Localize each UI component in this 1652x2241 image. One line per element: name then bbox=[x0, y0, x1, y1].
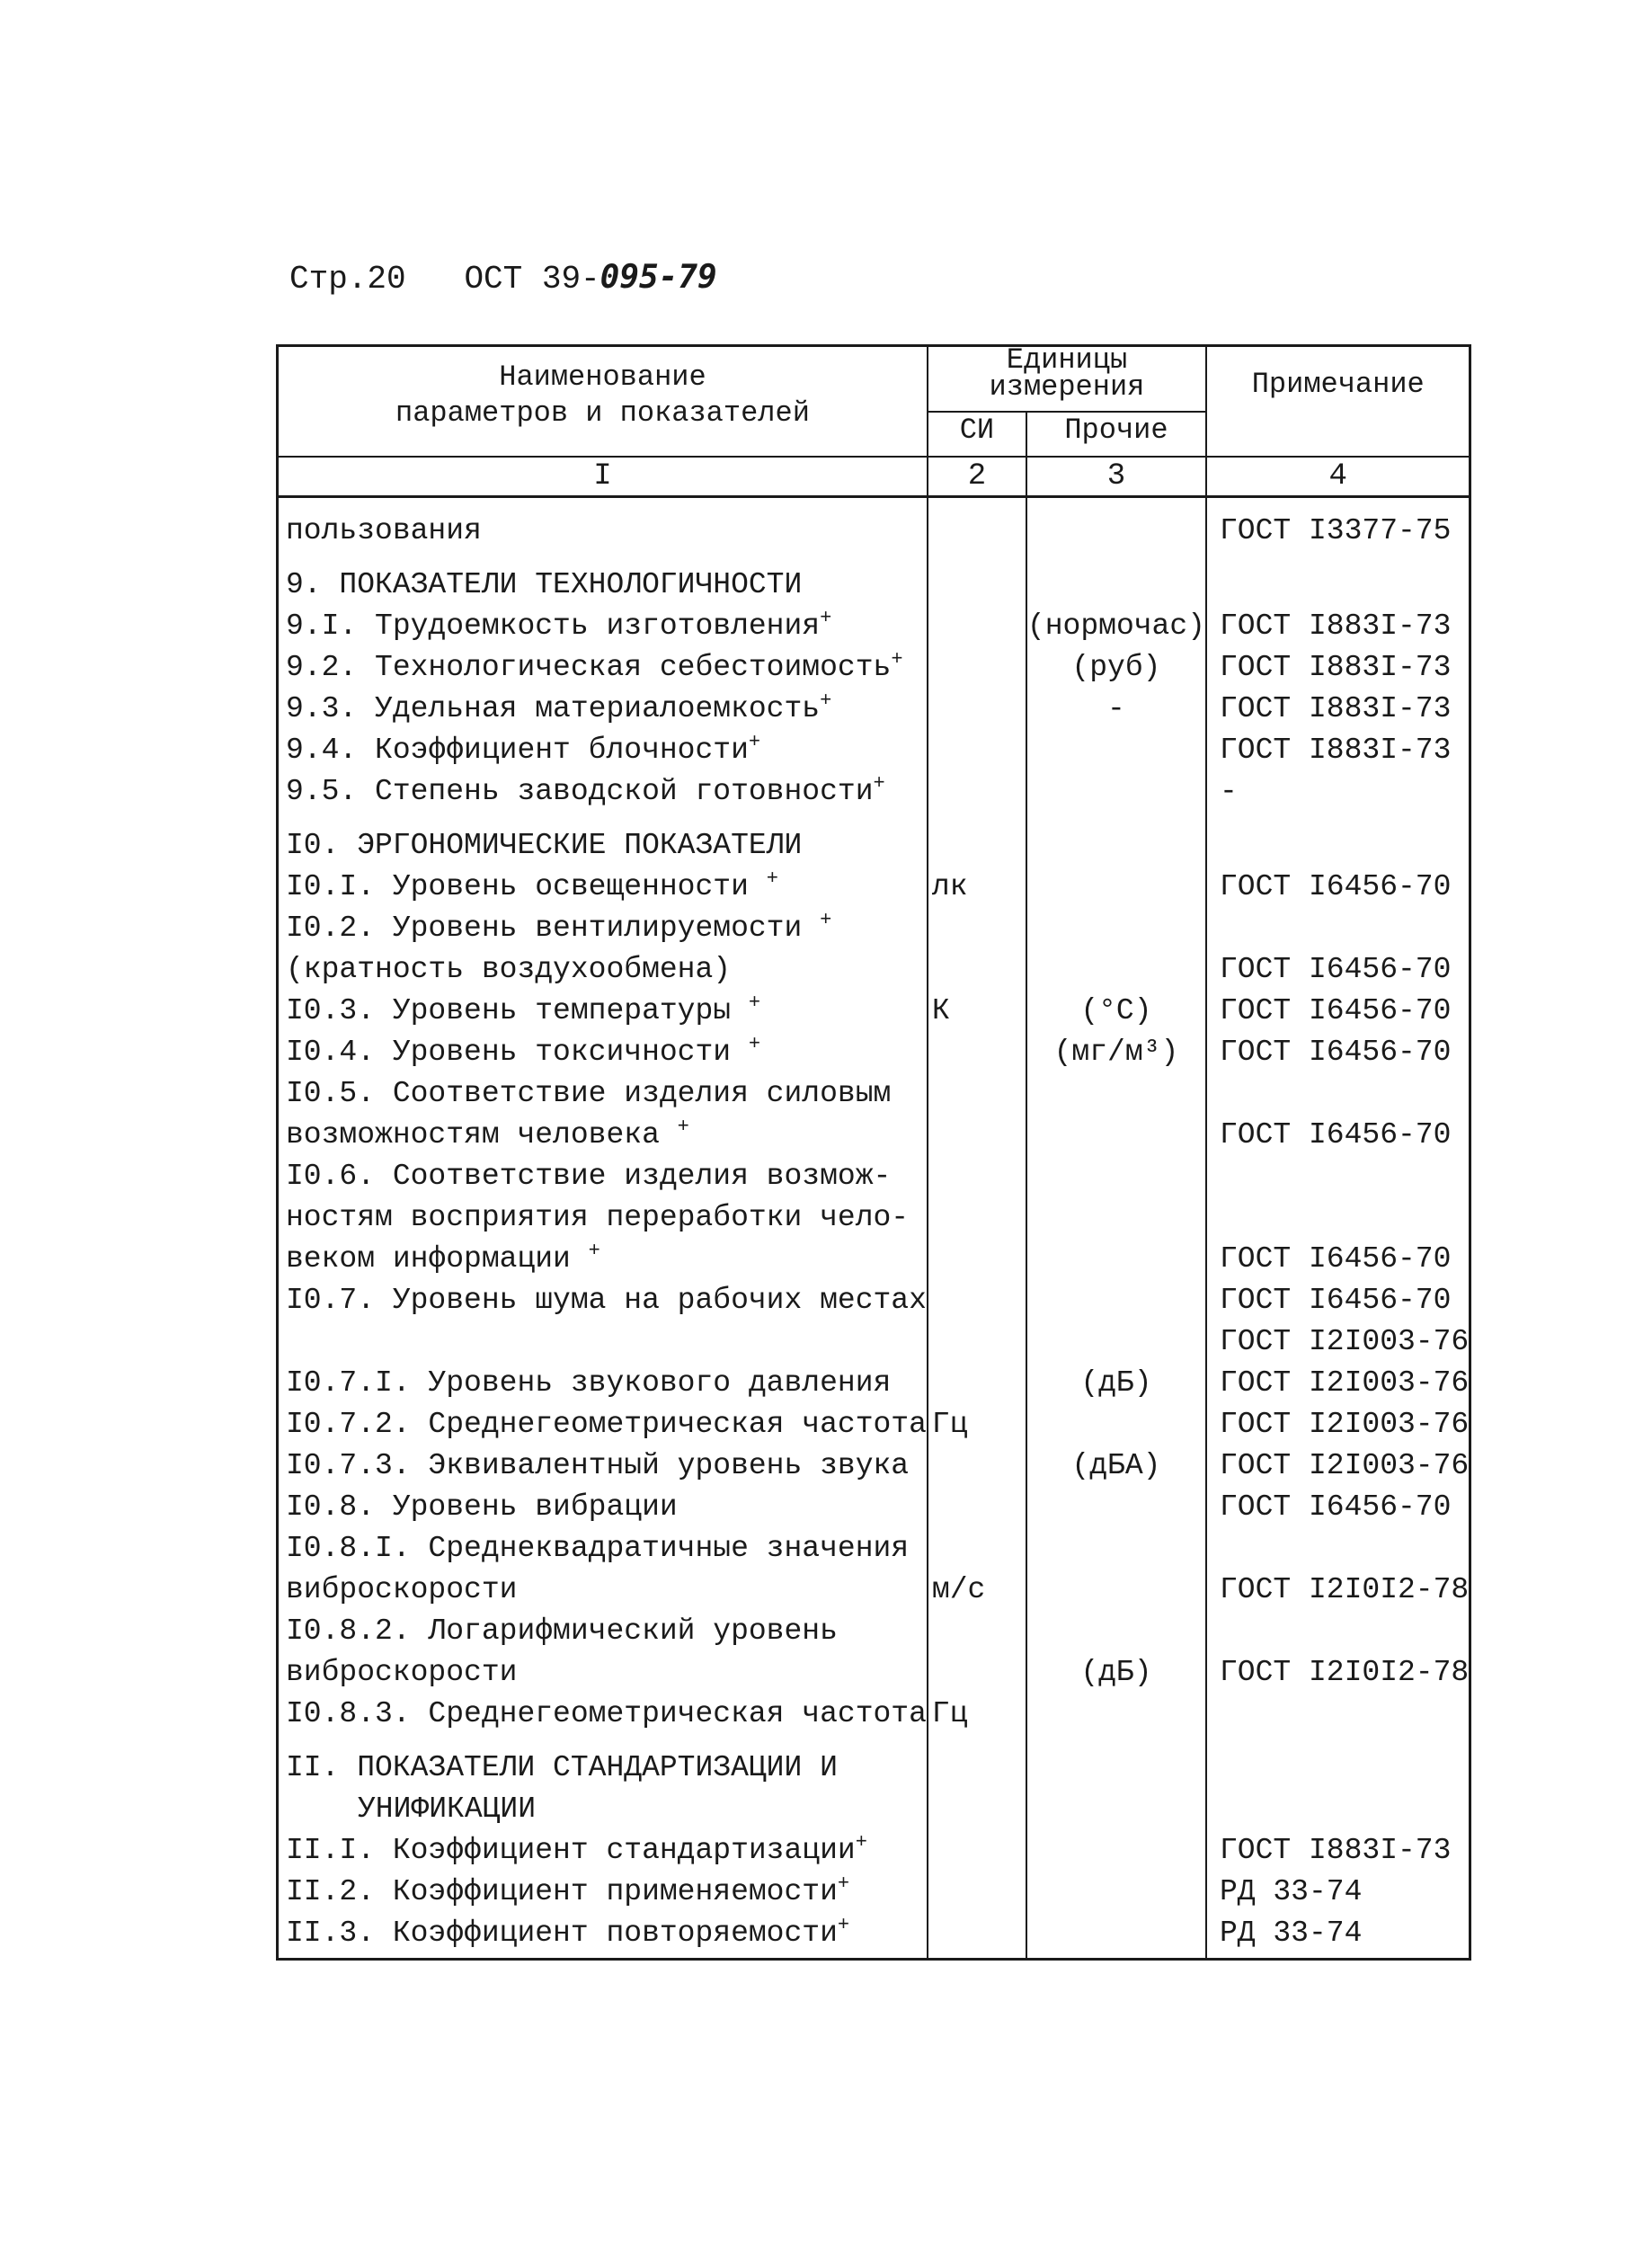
unit-si-cell bbox=[928, 908, 1026, 949]
table-row bbox=[278, 1528, 1470, 1570]
table-row bbox=[278, 1280, 1470, 1321]
unit-other-cell: (°С) bbox=[1026, 991, 1206, 1032]
spacer-cell bbox=[928, 813, 1026, 825]
table-row bbox=[278, 1611, 1470, 1652]
table-row bbox=[278, 647, 1470, 689]
parameter-name-cell bbox=[278, 565, 928, 606]
parameter-name-cell bbox=[278, 1445, 928, 1487]
parameter-name-cell bbox=[278, 1363, 928, 1404]
column-number-2: 2 bbox=[928, 457, 1026, 497]
note-cell: ГОСТ I6456-70 bbox=[1206, 949, 1470, 991]
unit-si-cell bbox=[928, 771, 1026, 813]
table-row bbox=[278, 689, 1470, 730]
parameter-name-cell bbox=[278, 825, 928, 867]
row-spacer bbox=[278, 813, 1470, 825]
parameter-name: I0.7.2. Среднегеометрическая частота bbox=[286, 1408, 927, 1441]
parameter-name-cell bbox=[278, 1694, 928, 1735]
parameter-name-cell bbox=[278, 1073, 928, 1115]
parameter-name-cell bbox=[278, 1032, 928, 1073]
unit-si-cell bbox=[928, 1747, 1026, 1789]
table-row bbox=[278, 1872, 1470, 1913]
parameter-name: ностям восприятия переработки чело- bbox=[286, 1201, 910, 1234]
unit-other-cell bbox=[1026, 771, 1206, 813]
note-cell: ГОСТ I6456-70 bbox=[1206, 867, 1470, 908]
table-row bbox=[278, 825, 1470, 867]
parameter-name-cell bbox=[278, 1239, 928, 1280]
unit-other-cell bbox=[1026, 1913, 1206, 1960]
table-row bbox=[278, 1652, 1470, 1694]
spacer-cell bbox=[278, 1735, 928, 1747]
unit-other-cell bbox=[1026, 1747, 1206, 1789]
parameter-name-cell bbox=[278, 606, 928, 647]
parameter-name-cell bbox=[278, 1528, 928, 1570]
unit-si-cell bbox=[928, 1363, 1026, 1404]
parameter-name-cell bbox=[278, 949, 928, 991]
parameter-name-cell bbox=[278, 1789, 928, 1830]
table-row bbox=[278, 1156, 1470, 1197]
unit-si-cell bbox=[928, 1652, 1026, 1694]
table-row bbox=[278, 991, 1470, 1032]
note-cell: РД 33-74 bbox=[1206, 1872, 1470, 1913]
parameter-name-cell bbox=[278, 1747, 928, 1789]
unit-si-cell bbox=[928, 1872, 1026, 1913]
unit-si-cell bbox=[928, 647, 1026, 689]
unit-other-cell bbox=[1026, 730, 1206, 771]
parameter-name-cell bbox=[278, 771, 928, 813]
unit-si-cell: Гц bbox=[928, 1694, 1026, 1735]
spacer-cell bbox=[1206, 552, 1470, 565]
parameter-name: I0.5. Соответствие изделия силовым bbox=[286, 1077, 892, 1110]
unit-si-cell bbox=[928, 1156, 1026, 1197]
unit-other-cell: (руб) bbox=[1026, 647, 1206, 689]
unit-other-cell: (дБ) bbox=[1026, 1363, 1206, 1404]
note-cell: ГОСТ I3377-75 bbox=[1206, 497, 1470, 553]
unit-other-cell bbox=[1026, 1487, 1206, 1528]
plus-mark: + bbox=[855, 1831, 867, 1854]
table-row bbox=[278, 730, 1470, 771]
standard-number: 095-79 bbox=[600, 259, 717, 296]
spacer-cell bbox=[1026, 1735, 1206, 1747]
parameter-name-cell bbox=[278, 991, 928, 1032]
unit-other-cell bbox=[1026, 1156, 1206, 1197]
note-cell bbox=[1206, 1156, 1470, 1197]
parameter-name: I0.8.2. Логарифмический уровень bbox=[286, 1614, 838, 1648]
parameter-name-cell bbox=[278, 1404, 928, 1445]
parameter-name: 9.3. Удельная материалоемкость bbox=[286, 692, 821, 725]
parameter-name: I0.8.I. Среднеквадратичные значения bbox=[286, 1532, 910, 1565]
parameter-name-cell bbox=[278, 647, 928, 689]
unit-other-cell bbox=[1026, 1789, 1206, 1830]
spacer-cell bbox=[1026, 813, 1206, 825]
note-cell: ГОСТ I883I-73 bbox=[1206, 1830, 1470, 1872]
parameter-name: I0.7.I. Уровень звукового давления bbox=[286, 1366, 892, 1400]
note-cell: ГОСТ I6456-70 bbox=[1206, 991, 1470, 1032]
table-row bbox=[278, 1913, 1470, 1960]
spacer-cell bbox=[1026, 552, 1206, 565]
unit-other-cell bbox=[1026, 949, 1206, 991]
parameter-name: возможностям человека bbox=[286, 1118, 678, 1152]
unit-other-cell bbox=[1026, 1280, 1206, 1321]
note-cell: - bbox=[1206, 771, 1470, 813]
note-cell: ГОСТ I6456-70 bbox=[1206, 1115, 1470, 1156]
unit-other-cell: (дБ) bbox=[1026, 1652, 1206, 1694]
note-cell: ГОСТ I6456-70 bbox=[1206, 1280, 1470, 1321]
unit-other-cell bbox=[1026, 1830, 1206, 1872]
spacer-cell bbox=[1206, 813, 1470, 825]
unit-si-cell bbox=[928, 1280, 1026, 1321]
note-cell bbox=[1206, 825, 1470, 867]
name-header-line1: Наименование bbox=[499, 360, 706, 394]
parameter-name: II.2. Коэффициент применяемости bbox=[286, 1875, 838, 1908]
note-cell bbox=[1206, 1197, 1470, 1239]
column-number-1: I bbox=[278, 457, 928, 497]
parameter-name-cell bbox=[278, 867, 928, 908]
unit-si-cell bbox=[928, 1913, 1026, 1960]
plus-mark: + bbox=[748, 731, 761, 753]
parameter-name-cell bbox=[278, 1156, 928, 1197]
unit-si-cell: м/с bbox=[928, 1570, 1026, 1611]
parameter-name: I0.2. Уровень вентилируемости bbox=[286, 912, 821, 945]
parameter-name: I0. ЭРГОНОМИЧЕСКИЕ ПОКАЗАТЕЛИ bbox=[286, 829, 803, 862]
note-cell: ГОСТ I883I-73 bbox=[1206, 689, 1470, 730]
column-header-note: Примечание bbox=[1206, 346, 1470, 458]
note-cell: РД 33-74 bbox=[1206, 1913, 1470, 1960]
parameter-name-cell bbox=[278, 1321, 928, 1363]
spacer-cell bbox=[928, 552, 1026, 565]
column-number-3: 3 bbox=[1026, 457, 1206, 497]
parameter-name: I0.6. Соответствие изделия возмож- bbox=[286, 1160, 892, 1193]
plus-mark: + bbox=[748, 1033, 761, 1055]
spacer-cell bbox=[278, 552, 928, 565]
parameter-name-cell bbox=[278, 1115, 928, 1156]
unit-other-cell bbox=[1026, 1239, 1206, 1280]
table-row bbox=[278, 1570, 1470, 1611]
unit-si-cell bbox=[928, 565, 1026, 606]
row-spacer bbox=[278, 1735, 1470, 1747]
unit-si-cell bbox=[928, 1487, 1026, 1528]
note-cell bbox=[1206, 1528, 1470, 1570]
table-row bbox=[278, 1445, 1470, 1487]
column-header-units: Единицы измерения bbox=[928, 346, 1206, 412]
parameter-name: пользования bbox=[286, 514, 482, 547]
parameter-name: I0.8. Уровень вибрации bbox=[286, 1490, 678, 1524]
unit-other-cell: - bbox=[1026, 689, 1206, 730]
unit-other-cell: (нормочас) bbox=[1026, 606, 1206, 647]
unit-other-cell bbox=[1026, 1570, 1206, 1611]
spacer-cell bbox=[278, 813, 928, 825]
note-cell: ГОСТ I883I-73 bbox=[1206, 606, 1470, 647]
table-row bbox=[278, 867, 1470, 908]
table-row bbox=[278, 1115, 1470, 1156]
page-header bbox=[289, 259, 717, 298]
plus-mark: + bbox=[820, 689, 832, 712]
table-row bbox=[278, 1830, 1470, 1872]
note-cell: ГОСТ I6456-70 bbox=[1206, 1239, 1470, 1280]
plus-mark: + bbox=[873, 772, 885, 795]
parameter-name: виброскорости bbox=[286, 1573, 518, 1606]
unit-si-cell bbox=[928, 1611, 1026, 1652]
parameter-name: I0.I. Уровень освещенности bbox=[286, 870, 767, 903]
unit-other-cell bbox=[1026, 1872, 1206, 1913]
parameter-name: УНИФИКАЦИИ bbox=[358, 1792, 537, 1826]
unit-si-cell bbox=[928, 1032, 1026, 1073]
unit-si-cell bbox=[928, 1789, 1026, 1830]
note-cell: ГОСТ I883I-73 bbox=[1206, 647, 1470, 689]
parameter-name: I0.8.3. Среднегеометрическая частота bbox=[286, 1697, 927, 1730]
note-cell: ГОСТ I6456-70 bbox=[1206, 1487, 1470, 1528]
plus-mark: + bbox=[837, 1872, 850, 1895]
unit-other-cell bbox=[1026, 1321, 1206, 1363]
unit-other-cell bbox=[1026, 1115, 1206, 1156]
unit-si-cell bbox=[928, 1197, 1026, 1239]
note-cell: ГОСТ I2I0I2-78 bbox=[1206, 1570, 1470, 1611]
table-row bbox=[278, 1321, 1470, 1363]
column-header-name bbox=[278, 346, 928, 458]
unit-si-cell bbox=[928, 497, 1026, 553]
table-row bbox=[278, 1363, 1470, 1404]
plus-mark: + bbox=[837, 1914, 850, 1936]
note-cell: ГОСТ I2I003-76 bbox=[1206, 1363, 1470, 1404]
table-row bbox=[278, 771, 1470, 813]
name-header-line2: параметров и показателей bbox=[395, 396, 810, 430]
unit-other-cell: (дБА) bbox=[1026, 1445, 1206, 1487]
note-cell: ГОСТ I2I0I2-78 bbox=[1206, 1652, 1470, 1694]
unit-si-cell: К bbox=[928, 991, 1026, 1032]
note-cell bbox=[1206, 1073, 1470, 1115]
plus-mark: + bbox=[820, 909, 832, 931]
unit-other-cell bbox=[1026, 825, 1206, 867]
plus-mark: + bbox=[766, 867, 778, 890]
unit-si-cell bbox=[928, 1073, 1026, 1115]
column-header-other: Прочие bbox=[1026, 412, 1206, 457]
parameter-name-cell bbox=[278, 1872, 928, 1913]
table-row bbox=[278, 949, 1470, 991]
table-row bbox=[278, 908, 1470, 949]
note-cell: ГОСТ I6456-70 bbox=[1206, 1032, 1470, 1073]
note-cell bbox=[1206, 1747, 1470, 1789]
parameter-name-cell bbox=[278, 497, 928, 553]
note-cell bbox=[1206, 1789, 1470, 1830]
note-cell bbox=[1206, 1611, 1470, 1652]
note-cell: ГОСТ I883I-73 bbox=[1206, 730, 1470, 771]
note-cell: ГОСТ I2I003-76 bbox=[1206, 1321, 1470, 1363]
parameter-name: I0.4. Уровень токсичности bbox=[286, 1036, 749, 1069]
table-row bbox=[278, 606, 1470, 647]
unit-si-cell: Гц bbox=[928, 1404, 1026, 1445]
table-row bbox=[278, 1789, 1470, 1830]
parameter-name: 9.4. Коэффициент блочности bbox=[286, 734, 749, 767]
parameter-name: I0.3. Уровень температуры bbox=[286, 994, 749, 1027]
parameter-name: II.I. Коэффициент стандартизации bbox=[286, 1834, 856, 1867]
unit-other-cell bbox=[1026, 1073, 1206, 1115]
spacer-cell bbox=[928, 1735, 1026, 1747]
table-row bbox=[278, 1694, 1470, 1735]
unit-si-cell bbox=[928, 1445, 1026, 1487]
parameter-name-cell bbox=[278, 1487, 928, 1528]
parameter-name-cell bbox=[278, 1913, 928, 1960]
table-row bbox=[278, 1073, 1470, 1115]
unit-si-cell bbox=[928, 1830, 1026, 1872]
plus-mark: + bbox=[677, 1116, 689, 1138]
table-row bbox=[278, 1404, 1470, 1445]
unit-other-cell bbox=[1026, 497, 1206, 553]
column-number-4: 4 bbox=[1206, 457, 1470, 497]
parameters-table bbox=[276, 344, 1471, 1961]
unit-si-cell bbox=[928, 606, 1026, 647]
note-cell bbox=[1206, 1694, 1470, 1735]
parameter-name: 9.I. Трудоемкость изготовления bbox=[286, 609, 821, 643]
unit-si-cell: лк bbox=[928, 867, 1026, 908]
table-row bbox=[278, 1747, 1470, 1789]
parameter-name: II.3. Коэффициент повторяемости bbox=[286, 1916, 838, 1950]
unit-si-cell bbox=[928, 730, 1026, 771]
note-cell bbox=[1206, 908, 1470, 949]
unit-si-cell bbox=[928, 1115, 1026, 1156]
parameter-name: веком информации bbox=[286, 1242, 589, 1276]
row-spacer bbox=[278, 552, 1470, 565]
plus-mark: + bbox=[891, 648, 903, 671]
parameter-name-cell bbox=[278, 730, 928, 771]
spacer-cell bbox=[1206, 1735, 1470, 1747]
unit-si-cell bbox=[928, 825, 1026, 867]
column-header-si: СИ bbox=[928, 412, 1026, 457]
unit-si-cell bbox=[928, 1239, 1026, 1280]
unit-other-cell bbox=[1026, 1404, 1206, 1445]
table-body bbox=[278, 497, 1470, 1960]
table-row bbox=[278, 1239, 1470, 1280]
note-cell: ГОСТ I2I003-76 bbox=[1206, 1445, 1470, 1487]
unit-other-cell bbox=[1026, 1611, 1206, 1652]
unit-si-cell bbox=[928, 949, 1026, 991]
plus-mark: + bbox=[820, 607, 832, 629]
table-row bbox=[278, 1032, 1470, 1073]
parameter-name-cell bbox=[278, 1280, 928, 1321]
parameter-name: виброскорости bbox=[286, 1656, 518, 1689]
table-row bbox=[278, 565, 1470, 606]
parameter-name-cell bbox=[278, 1652, 928, 1694]
parameter-name-cell bbox=[278, 1197, 928, 1239]
parameter-name-cell bbox=[278, 908, 928, 949]
unit-other-cell bbox=[1026, 867, 1206, 908]
unit-other-cell bbox=[1026, 1528, 1206, 1570]
page-number: Стр.20 bbox=[289, 261, 406, 298]
parameter-name: I0.7. Уровень шума на рабочих местах bbox=[286, 1284, 927, 1317]
unit-other-cell bbox=[1026, 908, 1206, 949]
parameter-name-cell bbox=[278, 689, 928, 730]
unit-other-cell bbox=[1026, 565, 1206, 606]
plus-mark: + bbox=[588, 1240, 600, 1262]
unit-si-cell bbox=[928, 689, 1026, 730]
standard-prefix: ОСТ 39- bbox=[464, 261, 600, 298]
unit-other-cell bbox=[1026, 1197, 1206, 1239]
parameter-name: 9. ПОКАЗАТЕЛИ ТЕХНОЛОГИЧНОСТИ bbox=[286, 568, 803, 601]
unit-si-cell bbox=[928, 1528, 1026, 1570]
parameter-name: I0.7.3. Эквивалентный уровень звука bbox=[286, 1449, 910, 1482]
parameter-name-cell bbox=[278, 1830, 928, 1872]
plus-mark: + bbox=[748, 992, 761, 1014]
parameter-name-cell bbox=[278, 1611, 928, 1652]
parameter-name: II. ПОКАЗАТЕЛИ СТАНДАРТИЗАЦИИ И bbox=[286, 1751, 838, 1784]
unit-si-cell bbox=[928, 1321, 1026, 1363]
parameter-name: 9.2. Технологическая себестоимость bbox=[286, 651, 892, 684]
note-cell bbox=[1206, 565, 1470, 606]
table-row bbox=[278, 497, 1470, 553]
table-row bbox=[278, 1487, 1470, 1528]
table-row bbox=[278, 1197, 1470, 1239]
note-cell: ГОСТ I2I003-76 bbox=[1206, 1404, 1470, 1445]
parameter-name: (кратность воздухообмена) bbox=[286, 953, 732, 986]
unit-other-cell bbox=[1026, 1694, 1206, 1735]
parameter-name: 9.5. Степень заводской готовности bbox=[286, 775, 874, 808]
unit-other-cell: (мг/м³) bbox=[1026, 1032, 1206, 1073]
parameter-name-cell bbox=[278, 1570, 928, 1611]
